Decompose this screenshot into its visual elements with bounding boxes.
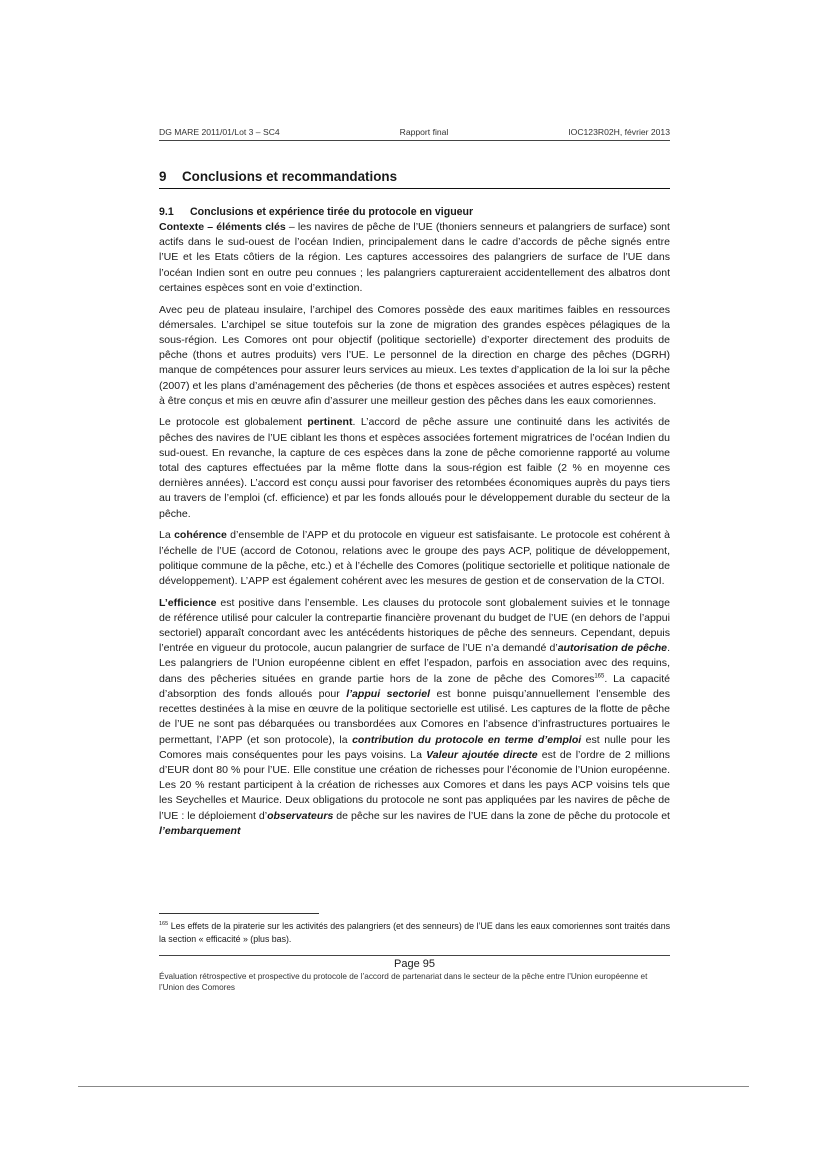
footnote [159, 920, 670, 945]
section-number: 9.1 [159, 206, 174, 218]
page-number: Page 95 [159, 955, 670, 970]
keyword-italic: autorisation de pêche [557, 642, 668, 655]
chapter-heading [159, 169, 670, 189]
paragraph-relevance [159, 415, 670, 521]
footnote-divider [159, 913, 319, 914]
footnote-text: Les effets de la piraterie sur les activités des palangriers (et des senneurs) de l’UE dans les eaux comoriennes sont traités dans la section « efficacité » (plus bas). [159, 921, 670, 944]
keyword-bold: pertinent [307, 416, 353, 429]
document-footer: Évaluation rétrospective et prospective du protocole de l’accord de partenariat dans le secteur de la pêche entre l’Union européenne et l’Union des Comores [159, 972, 648, 992]
paragraph-text: d’ensemble de l’APP et du protocole en vigueur est satisfaisante. Le protocole est cohérent à l’échelle de l’UE (accord de Cotonou, relations avec le groupe des pays ACP, politique de développement, politique commune de la pêche, etc.) et à l’échelle des Comores (politique sectorielle et politique nationale de développement). L’APP est également cohérent avec les mesures de gestion et de conservation de la CTOI. [159, 529, 670, 587]
paragraph-text: Le protocole est globalement [159, 416, 308, 429]
paragraph-text: . L’accord de pêche assure une continuité dans les activités de pêches des navires de l’UE ciblant les thons et espèces associées fortement migratrices de l’océan Indien du sud-ouest. En revanche, la capture de ces espèces dans la zone de pêche comorienne rapporté au volume total des captures effectuées par la même flotte dans la sous-région est faible (2 % en moyenne ces dernières années). L’accord est conçu aussi pour favoriser des retombées économiques auprès du pays tiers au travers de l’emploi (cf. efficience) et par les fonds alloués pour le développement durable du secteur de la pêche. [159, 416, 670, 520]
section-heading [159, 206, 670, 218]
keyword-italic: observateurs [267, 809, 334, 822]
paragraph-efficiency [159, 596, 670, 839]
header-right: IOC123R02H, février 2013 [568, 127, 670, 137]
footnote-number: 165 [159, 921, 169, 928]
paragraph-text: – les navires de pêche de l’UE (thoniers senneurs et palangriers de surface) sont actifs dans le sud-ouest de l’océan Indien, principalement dans le cadre d’accords de pêche signés entre l’UE et les Etats côtiers de la région. Les captures accessoires des palangriers de surface de l’UE dans l’océan Indien sont en outre peu connues ; les palangriers captureraient accidentellement des albatros dont certaines espèces sont en voie d’extinction. [159, 221, 670, 294]
paragraph-text: Avec peu de plateau insulaire, l’archipel des Comores possède des eaux maritimes faibles en ressources démersales. L’archipel se situe toutefois sur la zone de migration des grandes espèces pélagiques de la sous-région. Les Comores ont pour objectif (politique sectorielle) d’exporter directement des produits de pêche (thons et autres produits) vers l’UE. Le personnel de la direction en charge des pêches (DGRH) manque de compétences pour assurer leurs services au mieux. Les textes d’application de la loi sur la pêche (2007) et les plans d’aménagement des pêcheries (de thons et espèces associées et autres espèces) restent à être conçus et mis en œuvre afin d’assurer une meilleur gestion des pêches dans les eaux comoriennes. [159, 303, 670, 407]
section-title: Conclusions et expérience tirée du protocole en vigueur [190, 206, 474, 218]
paragraph-text: est nulle pour les Comores mais conséquentes pour les pays voisins. La [159, 733, 670, 761]
chapter-number: 9 [159, 169, 167, 184]
keyword-italic: Valeur ajoutée directe [426, 748, 538, 761]
keyword-italic: l’appui sectoriel [346, 687, 431, 700]
paragraph-text: La [159, 529, 175, 542]
keyword-italic: l’embarquement [159, 824, 241, 837]
footnote-reference[interactable]: 165 [594, 673, 605, 680]
paragraph-text: . Les palangriers de l’Union européenne ciblent en effet l’espadon, parfois en association avec des requins, dans des pêcheries situées en grande partie hors de la zone de pêche des Comores [159, 642, 670, 685]
keyword-italic: contribution du protocole en terme d’emploi [352, 733, 582, 746]
running-header [159, 127, 670, 141]
chapter-title: Conclusions et recommandations [182, 169, 398, 184]
paragraph-coherence [159, 528, 670, 589]
paragraph-lead: L’efficience [159, 596, 217, 609]
paragraph-text: est bonne puisqu’annuellement l’ensemble des recettes destinées à la mise en œuvre de la politique sectorielle est utilisé. Les captures de la flotte de pêche de l’UE ne sont pas débarquées ou transbordées aux Comores en l’absence d’infrastructures portuaires le permettant, l’APP (et son protocole), la [159, 687, 670, 746]
bottom-divider [78, 1086, 749, 1087]
paragraph-context [159, 220, 670, 296]
paragraph-text: est de l’ordre de 2 millions d’EUR dont 80 % pour l’UE. Elle constitue une création de richesses pour l’économie de l’Union européenne. Les 20 % restant participent à la création de richesses aux Comores et dans les pays ACP voisins tels que les Seychelles et Maurice. Deux obligations du protocole ne sont pas appliquées par les navires de pêche de l’UE : le déploiement d’ [159, 748, 670, 822]
header-left: DG MARE 2011/01/Lot 3 – SC4 [159, 127, 280, 137]
paragraph-lead: Contexte – éléments clés [159, 221, 286, 233]
paragraph-text: de pêche sur les navires de l’UE dans la zone de pêche du protocole et [333, 809, 670, 822]
body-text [159, 220, 670, 845]
keyword-bold: cohérence [174, 529, 227, 542]
header-center: Rapport final [399, 127, 449, 137]
paragraph-archipelago [159, 303, 670, 409]
paragraph-text: . La capacité d’absorption des fonds alloués pour [159, 672, 670, 700]
paragraph-text: est positive dans l’ensemble. Les clauses du protocole sont globalement suivies et le tonnage de référence utilisé pour calculer la contrepartie financière provenant du budget de l’UE (en dehors de l’appui sectoriel) apparaît concordant avec les antécédents historiques de pêche des senneurs. Cependant, depuis l’entrée en vigueur du protocole, aucun palangrier de surface de l’UE n’a demandé d’ [159, 596, 670, 655]
